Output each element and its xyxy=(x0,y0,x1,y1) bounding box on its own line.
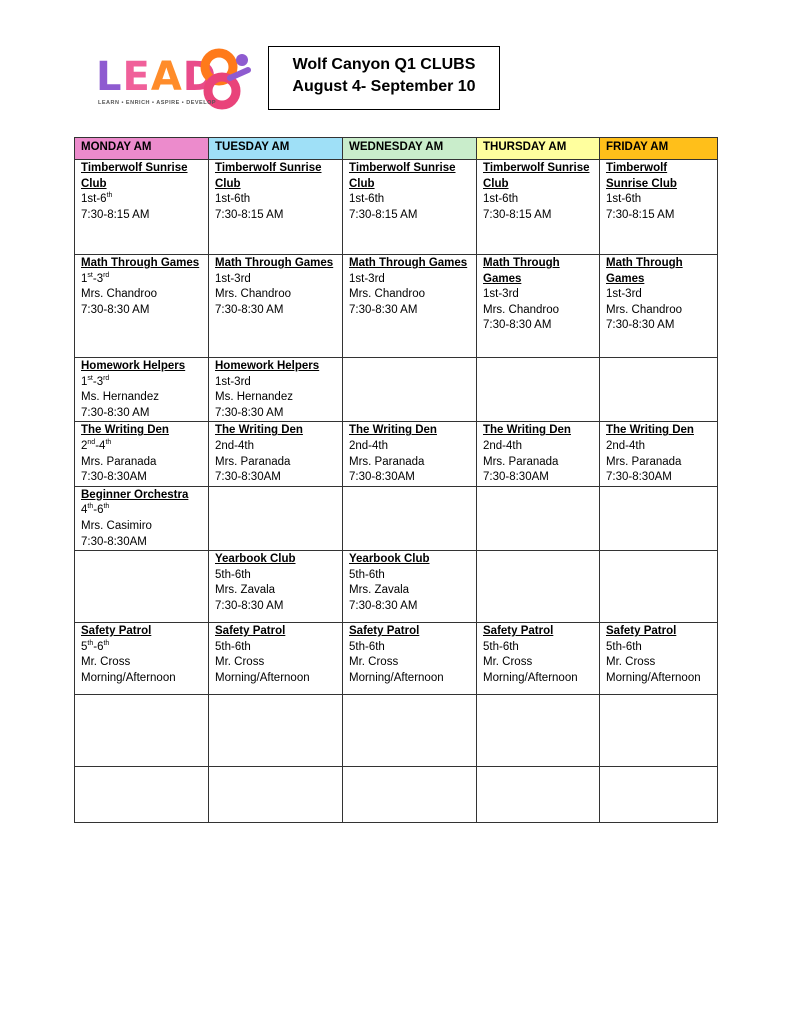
club-name: Safety Patrol xyxy=(215,625,286,638)
empty-cell xyxy=(209,695,343,767)
grade-text: 2 xyxy=(81,439,88,452)
club-name: Timberwolf Sunrise Club xyxy=(606,162,677,190)
club-name: Yearbook Club xyxy=(349,553,430,566)
grade-text: -4 xyxy=(95,439,106,452)
grade-text: 5th-6th xyxy=(349,640,385,653)
clubs-schedule-table xyxy=(74,137,718,823)
grade-text: 1st-6th xyxy=(483,193,519,206)
club-teacher: Mrs. Zavala xyxy=(215,584,276,597)
club-time: 7:30-8:15 AM xyxy=(483,208,552,221)
club-teacher: Mrs. Zavala xyxy=(349,584,410,597)
empty-cell xyxy=(343,358,477,422)
club-time: Morning/Afternoon xyxy=(215,671,310,684)
table-row xyxy=(75,551,718,623)
club-name: The Writing Den xyxy=(215,424,303,437)
club-name: The Writing Den xyxy=(606,424,694,437)
grade-text: 5th-6th xyxy=(215,568,251,581)
club-grades xyxy=(81,192,202,208)
empty-cell xyxy=(209,486,343,550)
club-cell xyxy=(600,422,718,486)
empty-cell xyxy=(477,695,600,767)
grade-text: 1 xyxy=(81,375,88,388)
club-time: 7:30-8:30AM xyxy=(606,471,672,484)
table-row xyxy=(75,695,718,767)
club-grades xyxy=(483,287,593,303)
grade-text: 5th-6th xyxy=(606,640,642,653)
club-grades xyxy=(483,192,593,208)
club-name: The Writing Den xyxy=(349,424,437,437)
club-time: 7:30-8:30AM xyxy=(215,471,281,484)
club-name: Yearbook Club xyxy=(215,553,296,566)
grade-sup: th xyxy=(106,192,113,200)
empty-cell xyxy=(75,551,209,623)
grade-text: 1st-3rd xyxy=(349,272,385,285)
club-time: 7:30-8:30 AM xyxy=(215,406,284,419)
empty-cell xyxy=(343,767,477,823)
club-cell xyxy=(209,255,343,358)
club-teacher: Mrs. Casimiro xyxy=(81,519,152,532)
club-cell xyxy=(477,623,600,695)
club-time: 7:30-8:30 AM xyxy=(349,303,418,316)
club-grades xyxy=(215,439,336,455)
club-time: 7:30-8:30 AM xyxy=(215,599,284,612)
club-grades xyxy=(349,272,470,288)
club-time: 7:30-8:30 AM xyxy=(81,406,150,419)
club-name: The Writing Den xyxy=(483,424,571,437)
logo-letter: L xyxy=(96,54,123,100)
club-name: Safety Patrol xyxy=(606,625,677,638)
club-grades xyxy=(215,272,336,288)
club-time: 7:30-8:15 AM xyxy=(606,208,675,221)
club-cell xyxy=(600,160,718,255)
club-grades xyxy=(606,287,711,303)
club-grades xyxy=(483,439,593,455)
table-row xyxy=(75,486,718,550)
club-time: Morning/Afternoon xyxy=(483,671,578,684)
grade-text: 2nd-4th xyxy=(606,439,646,452)
club-time: 7:30-8:15 AM xyxy=(81,208,150,221)
logo-letter: A xyxy=(150,54,183,100)
grade-text: 1st-6 xyxy=(81,193,107,206)
club-cell xyxy=(343,623,477,695)
day-header: TUESDAY AM xyxy=(209,138,343,160)
club-cell xyxy=(209,160,343,255)
club-time: 7:30-8:30 AM xyxy=(349,599,418,612)
club-teacher: Mrs. Chandroo xyxy=(215,288,292,301)
club-time: 7:30-8:30AM xyxy=(81,471,147,484)
lead-logo xyxy=(96,48,256,112)
club-name: Math Through Games xyxy=(483,257,560,285)
club-grades xyxy=(483,640,593,656)
grade-sup: rd xyxy=(103,271,110,279)
table-row xyxy=(75,767,718,823)
club-name: Math Through Games xyxy=(606,257,683,285)
club-name: Timberwolf Sunrise Club xyxy=(215,162,322,190)
club-grades xyxy=(81,640,202,656)
grade-text: 1st-6th xyxy=(349,193,385,206)
table-row xyxy=(75,358,718,422)
club-grades xyxy=(606,439,711,455)
club-cell xyxy=(209,358,343,422)
grade-sup: th xyxy=(103,503,110,511)
club-teacher: Mrs. Chandroo xyxy=(483,303,560,316)
page-title: Wolf Canyon Q1 CLUBS xyxy=(292,56,476,73)
club-name: Timberwolf Sunrise Club xyxy=(81,162,188,190)
club-name: The Writing Den xyxy=(81,424,169,437)
club-cell xyxy=(209,422,343,486)
club-grades xyxy=(349,192,470,208)
club-grades xyxy=(215,375,336,391)
day-header: THURSDAY AM xyxy=(477,138,600,160)
club-cell xyxy=(477,422,600,486)
club-cell xyxy=(477,255,600,358)
club-name: Safety Patrol xyxy=(483,625,554,638)
club-name: Timberwolf Sunrise Club xyxy=(349,162,456,190)
club-cell xyxy=(343,422,477,486)
club-cell xyxy=(600,623,718,695)
day-header: WEDNESDAY AM xyxy=(343,138,477,160)
club-grades xyxy=(81,439,202,455)
club-cell xyxy=(75,486,209,550)
grade-text: -6 xyxy=(93,640,104,653)
grade-text: 2nd-4th xyxy=(483,439,523,452)
empty-cell xyxy=(477,486,600,550)
day-header-row xyxy=(75,138,718,160)
day-header: FRIDAY AM xyxy=(600,138,718,160)
club-teacher: Mrs. Paranada xyxy=(215,455,291,468)
grade-sup: st xyxy=(87,374,93,382)
grade-text: 1st-3rd xyxy=(215,375,251,388)
empty-cell xyxy=(75,767,209,823)
grade-text: 5th-6th xyxy=(349,568,385,581)
grade-sup: th xyxy=(87,639,94,647)
club-time: 7:30-8:15 AM xyxy=(215,208,284,221)
empty-cell xyxy=(600,767,718,823)
club-time: 7:30-8:30AM xyxy=(81,535,147,548)
club-time: 7:30-8:30 AM xyxy=(483,319,552,332)
club-teacher: Mrs. Paranada xyxy=(81,455,157,468)
club-grades xyxy=(81,375,202,391)
empty-cell xyxy=(477,767,600,823)
table-row xyxy=(75,422,718,486)
club-name: Math Through Games xyxy=(81,257,200,269)
empty-cell xyxy=(343,486,477,550)
table-row xyxy=(75,160,718,255)
empty-cell xyxy=(343,695,477,767)
grade-text: 5 xyxy=(81,640,88,653)
club-name: Beginner Orchestra xyxy=(81,488,189,501)
empty-cell xyxy=(600,486,718,550)
grade-sup: rd xyxy=(103,374,110,382)
club-teacher: Mr. Cross xyxy=(349,656,399,669)
club-name: Safety Patrol xyxy=(349,625,420,638)
club-time: 7:30-8:30AM xyxy=(483,471,549,484)
empty-cell xyxy=(477,358,600,422)
grade-text: -3 xyxy=(92,272,104,285)
club-name: Timberwolf Sunrise Club xyxy=(483,162,590,190)
title-box xyxy=(268,46,500,110)
club-name: Homework Helpers xyxy=(81,360,186,372)
grade-text: 1st-6th xyxy=(606,193,642,206)
grade-sup: th xyxy=(103,639,110,647)
grade-sup: nd xyxy=(87,439,96,447)
logo-wordmark xyxy=(96,54,217,100)
grade-text: -3 xyxy=(92,375,104,388)
club-time: 7:30-8:15 AM xyxy=(349,208,418,221)
empty-cell xyxy=(75,695,209,767)
club-teacher: Mr. Cross xyxy=(215,656,265,669)
club-teacher: Mrs. Paranada xyxy=(606,455,682,468)
empty-cell xyxy=(477,551,600,623)
grade-text: 1 xyxy=(81,272,88,285)
club-teacher: Mrs. Chandroo xyxy=(606,303,683,316)
club-cell xyxy=(343,160,477,255)
day-header: MONDAY AM xyxy=(75,138,209,160)
grade-text: 5th-6th xyxy=(483,640,519,653)
club-cell xyxy=(343,255,477,358)
club-teacher: Ms. Hernandez xyxy=(81,391,159,404)
club-grades xyxy=(606,640,711,656)
club-cell xyxy=(75,422,209,486)
club-teacher: Mrs. Paranada xyxy=(349,455,425,468)
club-teacher: Mr. Cross xyxy=(81,656,131,669)
empty-cell xyxy=(209,767,343,823)
logo-letter: E xyxy=(122,54,151,100)
empty-cell xyxy=(600,358,718,422)
club-teacher: Ms. Hernandez xyxy=(215,391,293,404)
club-name: Math Through Games xyxy=(215,257,334,269)
club-grades xyxy=(349,640,470,656)
club-cell xyxy=(209,623,343,695)
club-grades xyxy=(606,192,711,208)
club-teacher: Mrs. Chandroo xyxy=(349,288,426,301)
grade-text: 5th-6th xyxy=(215,640,251,653)
club-name: Safety Patrol xyxy=(81,625,152,638)
table-row xyxy=(75,623,718,695)
club-grades xyxy=(215,640,336,656)
club-cell xyxy=(209,551,343,623)
grade-text: 1st-3rd xyxy=(606,288,642,301)
club-cell xyxy=(477,160,600,255)
club-grades xyxy=(81,272,202,288)
club-cell xyxy=(75,358,209,422)
grade-text: 4 xyxy=(81,504,88,517)
table-row xyxy=(75,255,718,358)
club-teacher: Mr. Cross xyxy=(606,656,656,669)
club-cell xyxy=(75,160,209,255)
grade-text: 1st-6th xyxy=(215,193,251,206)
empty-cell xyxy=(600,695,718,767)
club-time: 7:30-8:30AM xyxy=(349,471,415,484)
club-cell xyxy=(75,255,209,358)
club-grades xyxy=(349,568,470,584)
club-cell xyxy=(75,623,209,695)
club-cell xyxy=(343,551,477,623)
club-time: Morning/Afternoon xyxy=(606,671,701,684)
grade-text: 1st-3rd xyxy=(215,272,251,285)
club-time: 7:30-8:30 AM xyxy=(215,303,284,316)
grade-sup: th xyxy=(105,439,112,447)
logo-letter: D xyxy=(182,54,217,100)
grade-text: -6 xyxy=(93,504,104,517)
club-name: Homework Helpers xyxy=(215,360,320,372)
club-teacher: Mrs. Paranada xyxy=(483,455,559,468)
empty-cell xyxy=(600,551,718,623)
grade-text: 1st-3rd xyxy=(483,288,519,301)
club-grades xyxy=(215,568,336,584)
club-grades xyxy=(81,503,202,519)
club-teacher: Mrs. Chandroo xyxy=(81,288,158,301)
club-time: Morning/Afternoon xyxy=(349,671,444,684)
grade-text: 2nd-4th xyxy=(349,439,389,452)
club-grades xyxy=(215,192,336,208)
club-time: Morning/Afternoon xyxy=(81,671,176,684)
grade-text: 2nd-4th xyxy=(215,439,255,452)
grade-sup: th xyxy=(87,503,94,511)
grade-sup: st xyxy=(87,271,93,279)
date-range: August 4- September 10 xyxy=(292,78,476,95)
club-grades xyxy=(349,439,470,455)
club-time: 7:30-8:30 AM xyxy=(81,303,150,316)
club-time: 7:30-8:30 AM xyxy=(606,319,675,332)
club-name: Math Through Games xyxy=(349,257,468,269)
logo-tagline: LEARN • ENRICH • ASPIRE • DEVELOP xyxy=(98,100,217,106)
club-teacher: Mr. Cross xyxy=(483,656,533,669)
club-cell xyxy=(600,255,718,358)
